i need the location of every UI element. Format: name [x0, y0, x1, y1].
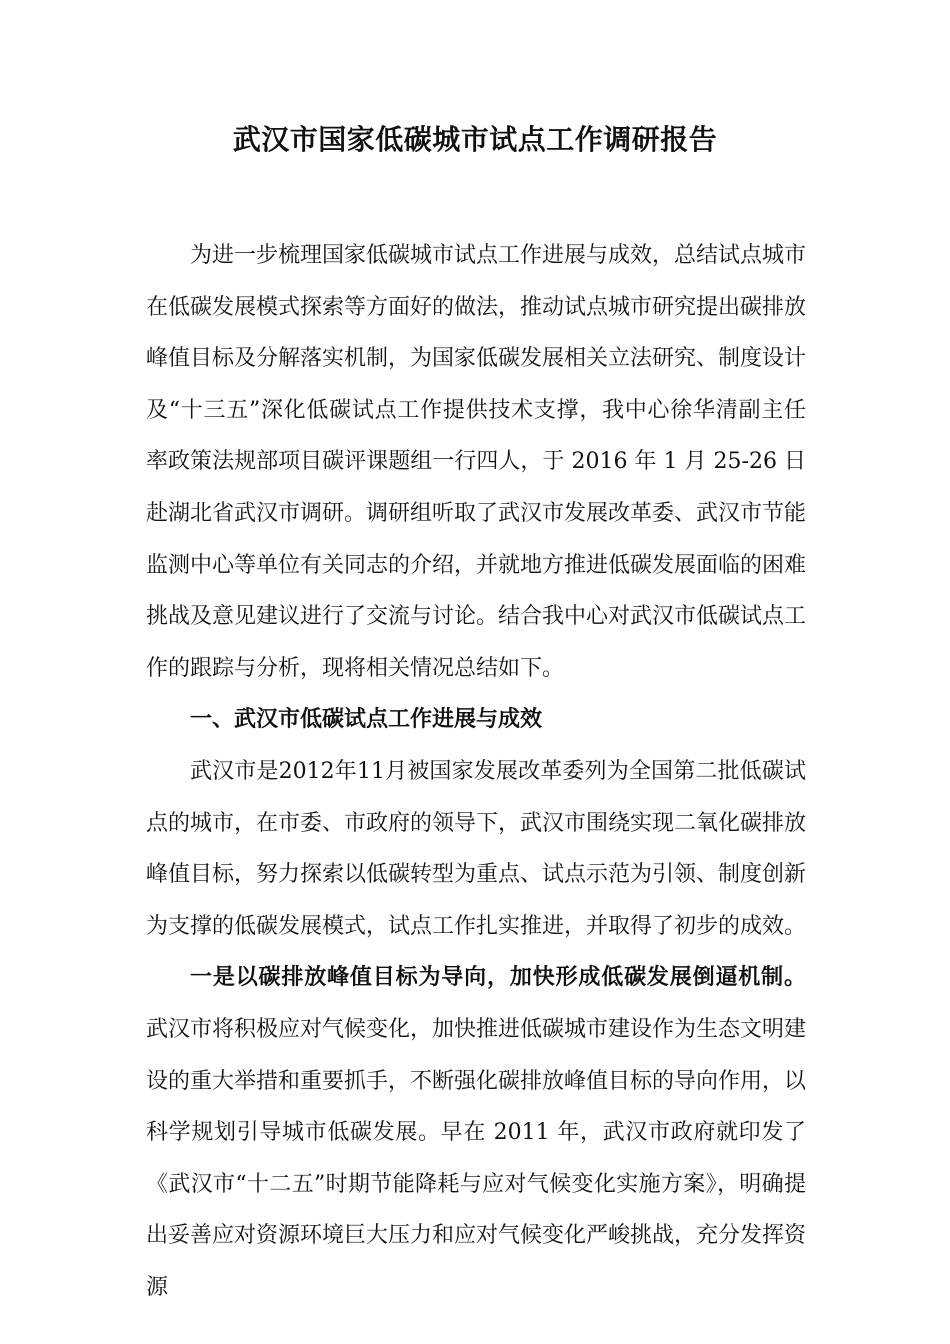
section-1-heading: 一、武汉市低碳试点工作进展与成效	[190, 706, 543, 733]
section-1-point-1-paragraph	[146, 952, 806, 1313]
section-1-overview-paragraph: 武汉市是2012年11月被国家发展改革委列为全国第二批低碳试点的城市，在市委、市政府的领导下，武汉市围绕实现二氧化碳排放峰值目标，努力探索以低碳转型为重点、试点示范为引领、制度创新为支撑的低碳发展模式，试点工作扎实推进，并取得了初步的成效。	[146, 758, 807, 939]
intro-paragraph: 为进一步梳理国家低碳城市试点工作进展与成效，总结试点城市在低碳发展模式探索等方面好的做法，推动试点城市研究提出碳排放峰值目标及分解落实机制，为国家低碳发展相关立法研究、制度设计及“十三五”深化低碳试点工作提供技术支撑，我中心徐华清副主任率政策法规部项目碳评课题组一行四人，于 2016 年 1 月 25-26 日赴湖北省武汉市调研。调研组听取了武汉市发展改革委、武汉市节能监测中心等单位有关同志的介绍，并就地方推进低碳发展面临的困难挑战及意见建议进行了交流与讨论。结合我中心对武汉市低碳试点工作的跟踪与分析，现将相关情况总结如下。	[146, 243, 807, 681]
document-body	[146, 230, 806, 1313]
point-1-body-text: 武汉市将积极应对气候变化，加快推进低碳城市建设作为生态文明建设的重大举措和重要抓手，不断强化碳排放峰值目标的导向作用，以科学规划引导城市低碳发展。早在 2011 年，武汉市政府就印发了《武汉市“十二五”时期节能降耗与应对气候变化实施方案》，明确提出妥善应对资源环境巨大压力和应对气候变化严峻挑战，充分发挥资源	[146, 1016, 807, 1300]
point-1-lead-sentence: 一是以碳排放峰值目标为导向，加快形成低碳发展倒逼机制。	[190, 964, 806, 991]
document-title: 武汉市国家低碳城市试点工作调研报告	[232, 123, 718, 156]
